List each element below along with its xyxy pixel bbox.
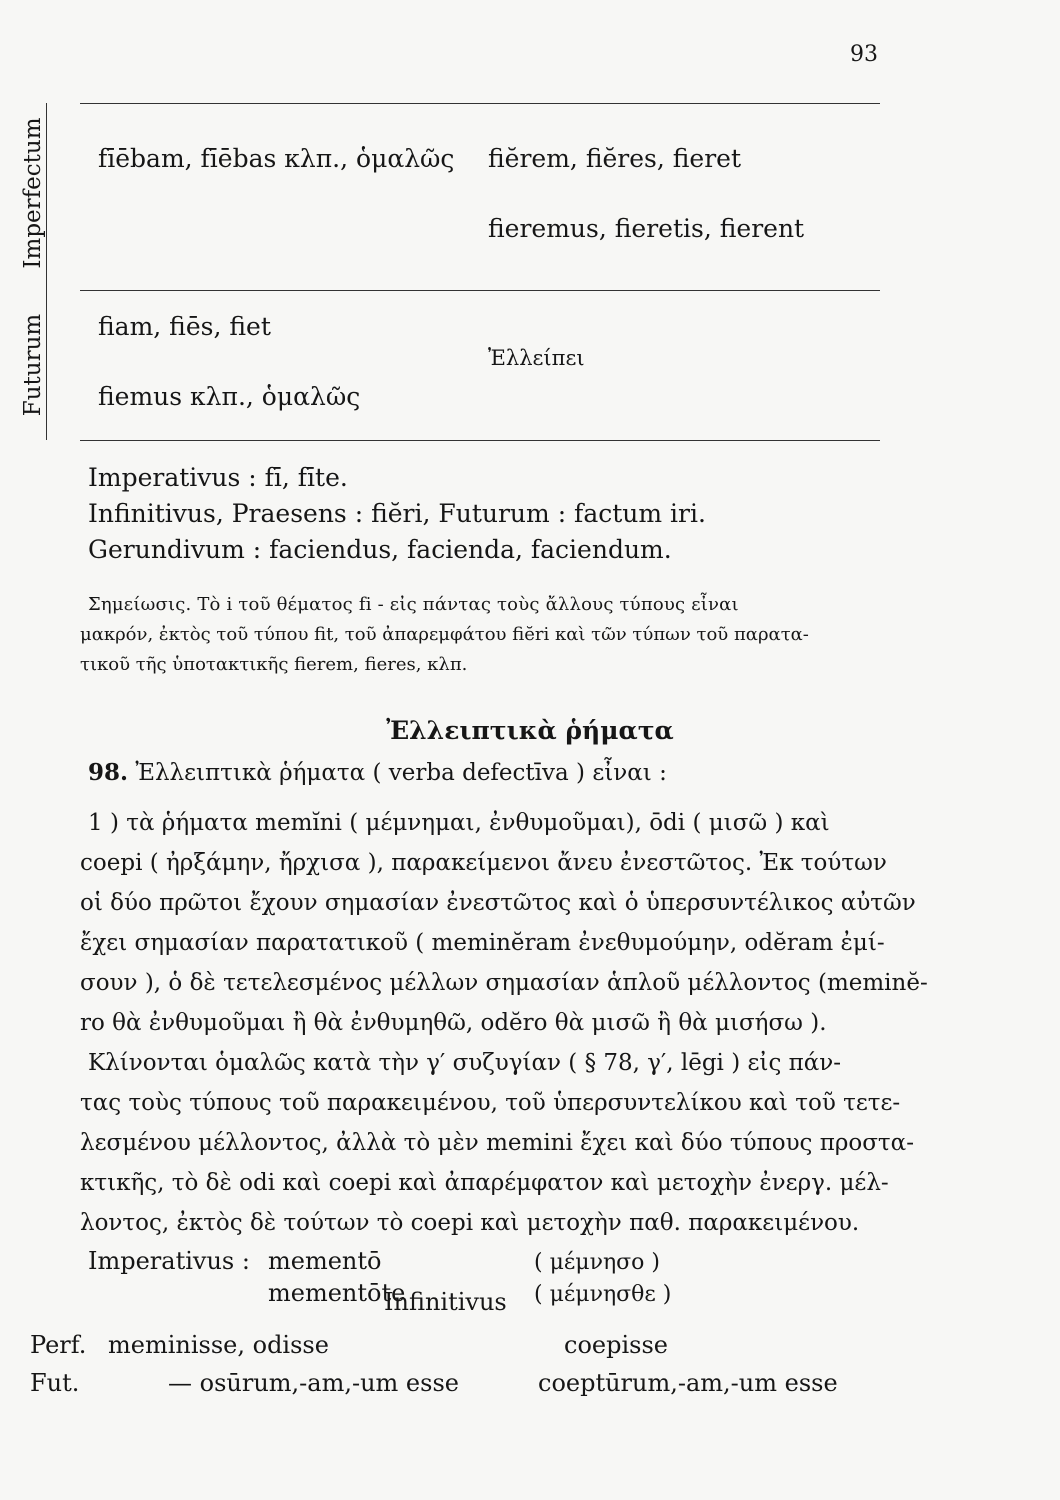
- future-plural: fiemus κλπ., ὁμαλῶς: [98, 382, 361, 411]
- perfect-label: Perf.: [30, 1331, 87, 1359]
- imperative-form-singular: mementō: [268, 1247, 382, 1275]
- table-top-rule: [80, 103, 880, 104]
- future-label-row: Fut.: [30, 1369, 80, 1397]
- section-text: Ἐλλειπτικὰ ῥήματα ( verba defectīva ) εἶναι :: [135, 760, 667, 786]
- note-line: τικοῦ τῆς ὑποτακτικῆς fierem, fieres, κλπ.: [80, 654, 468, 675]
- future-infinitive-odi: — osūrum,-am,-um esse: [168, 1369, 459, 1397]
- section-line: Κλίνονται ὁμαλῶς κατὰ τὴν γ′ συζυγίαν ( § 78, γ′, lēgi ) εἰς πάν-: [88, 1050, 842, 1076]
- imperfect-subjunctive-plural: fieremus, fieretis, fierent: [488, 214, 805, 243]
- section-line: ἔχει σημασίαν παρατατικοῦ ( meminĕram ἐνεθυμούμην, odĕram ἐμί-: [80, 930, 885, 956]
- section-number: 98.: [88, 759, 129, 786]
- perfect-infinitives: meminisse, odisse: [108, 1331, 329, 1359]
- perfect-infinitive-coepi: coepisse: [564, 1331, 668, 1359]
- section-line: 1 ) τὰ ῥήματα memĭni ( μέμνημαι, ἐνθυμοῦμαι), ōdi ( μισῶ ) καὶ: [88, 810, 830, 836]
- section-line: οἱ δύο πρῶτοι ἔχουν σημασίαν ἐνεστῶτος καὶ ὁ ὑπερσυντέλικος αὐτῶν: [80, 890, 916, 916]
- imperfect-indicative: fīēbam, fīēbas κλπ., ὁμαλῶς: [98, 144, 455, 173]
- section-heading: Ἐλλειπτικὰ ῥήματα: [386, 716, 674, 745]
- section-line: λεσμένου μέλλοντος, ἀλλὰ τὸ μὲν memini ἔχει καὶ δύο τύπους προστα-: [80, 1130, 914, 1156]
- imperfect-label: Imperfectum: [20, 117, 46, 269]
- section-line: ro θὰ ἐνθυμοῦμαι ἢ θὰ ἐνθυμηθῶ, odĕro θὰ μισῶ ἢ θὰ μισήσω ).: [80, 1010, 827, 1036]
- section-line: τας τοὺς τύπους τοῦ παρακειμένου, τοῦ ὑπερσυντελίκου καὶ τοῦ τετε-: [80, 1090, 901, 1116]
- imperative-label: Imperativus :: [88, 1247, 250, 1275]
- infinitive-heading: Infinitivus: [384, 1288, 507, 1316]
- table-mid-rule: [80, 290, 880, 291]
- label-divider: [46, 103, 47, 440]
- note-line: μακρόν, ἐκτὸς τοῦ τύπου fit, τοῦ ἀπαρεμφάτου fiĕri καὶ τῶν τύπων τοῦ παρατα-: [80, 624, 809, 645]
- imperative-forms: Imperativus : fī, fīte.: [88, 463, 348, 492]
- gerundive-forms: Gerundivum : faciendus, facienda, faciendum.: [88, 535, 672, 564]
- imperative-gloss-plural: ( μέμνησθε ): [534, 1282, 672, 1307]
- infinitive-forms: Infinitivus, Praesens : fiĕri, Futurum : factum iri.: [88, 499, 706, 528]
- future-subjunctive-missing: Ἐλλείπει: [488, 346, 585, 370]
- future-singular: fiam, fiēs, fiet: [98, 312, 271, 341]
- future-label: Futurum: [20, 313, 46, 417]
- future-infinitive-coepi: coeptūrum,-am,-um esse: [538, 1369, 838, 1397]
- section-line: λοντος, ἐκτὸς δὲ τούτων τὸ coepi καὶ μετοχὴν παθ. παρακειμένου.: [80, 1210, 860, 1236]
- section-line: σουν ), ὁ δὲ τετελεσμένος μέλλων σημασίαν ἁπλοῦ μέλλοντος (meminĕ-: [80, 970, 928, 996]
- imperative-form-plural: mementōte: [268, 1279, 406, 1307]
- section-first-line: [88, 756, 667, 790]
- imperfect-subjunctive-singular: fiĕrem, fiĕres, fieret: [488, 144, 742, 173]
- imperative-gloss-singular: ( μέμνησο ): [534, 1250, 660, 1275]
- section-line: coepi ( ἠρξάμην, ἤρχισα ), παρακείμενοι ἄνευ ἐνεστῶτος. Ἐκ τούτων: [80, 850, 887, 876]
- section-line: κτικῆς, τὸ δὲ odi καὶ coepi καὶ ἀπαρέμφατον καὶ μετοχὴν ἐνεργ. μέλ-: [80, 1170, 889, 1196]
- note-line: Σημείωσις. Τὸ i τοῦ θέματος fi - εἰς πάντας τοὺς ἄλλους τύπους εἶναι: [88, 594, 739, 615]
- page-number: 93: [850, 42, 878, 67]
- table-bottom-rule: [80, 440, 880, 441]
